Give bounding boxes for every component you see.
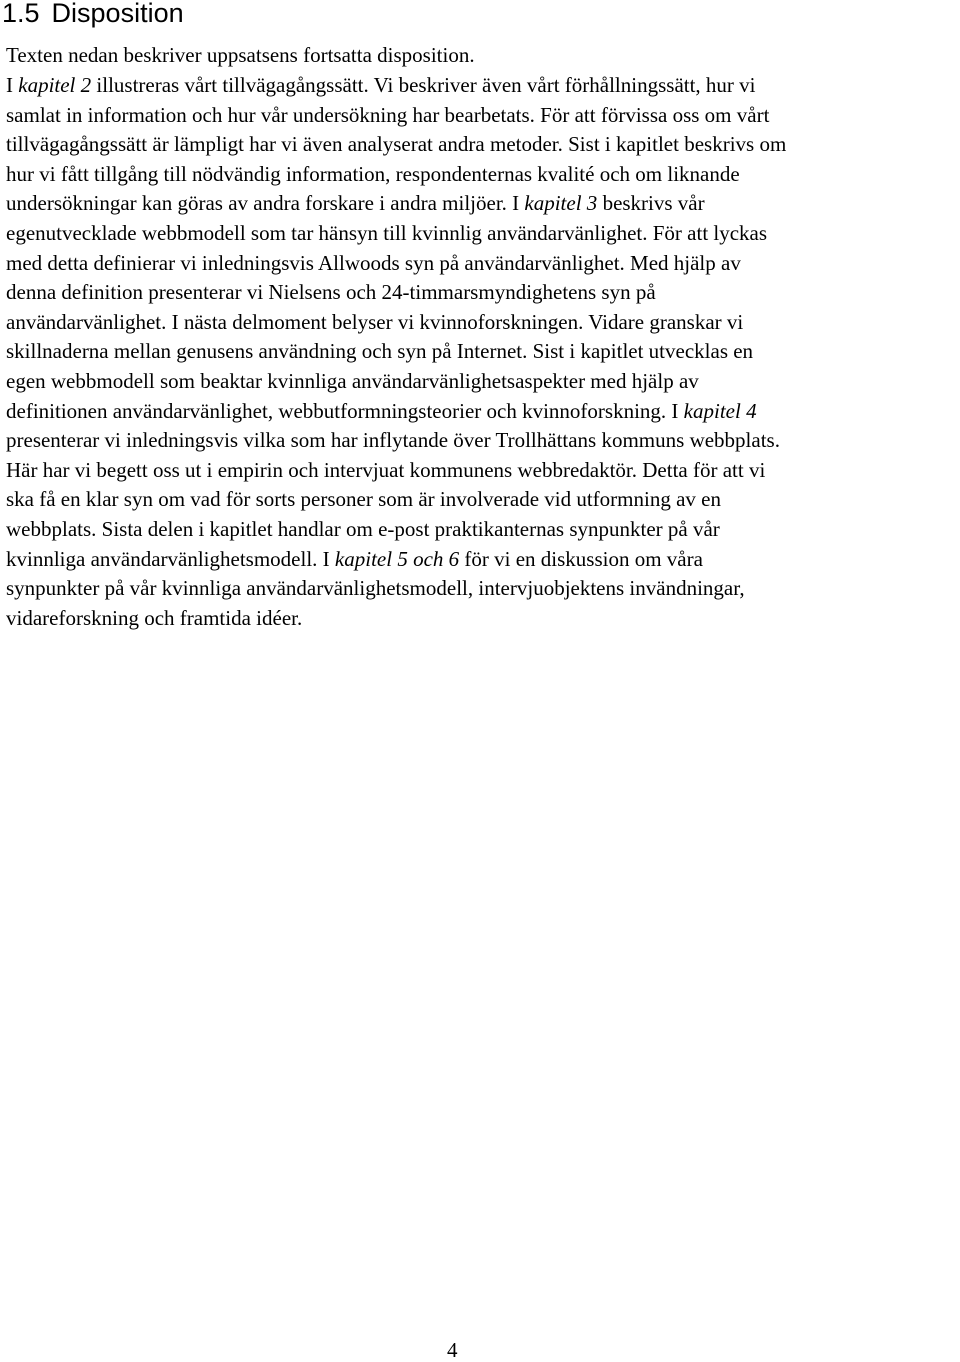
section-heading (2, 0, 184, 30)
body-text-line (6, 397, 956, 427)
body-text-segment: egen webbmodell som beaktar kvinnliga användarvänlighetsaspekter med hjälp av (6, 368, 699, 393)
body-text-line (6, 426, 956, 456)
body-text-line (6, 71, 956, 101)
body-text-line (6, 101, 956, 131)
body-text-line (6, 130, 956, 160)
section-number: 1.5 (2, 0, 40, 28)
chapter-reference: kapitel 2 (18, 73, 92, 97)
body-text-segment: I (6, 73, 19, 97)
body-text-line (6, 515, 956, 545)
body-text-segment: skillnaderna mellan genusens användning och syn på Internet. Sist i kapitlet utvecklas en (6, 339, 754, 364)
body-text-segment: vidareforskning och framtida idéer. (6, 605, 303, 630)
body-text-line (6, 545, 956, 575)
page-number: 4 (447, 1338, 458, 1362)
body-text-line (6, 278, 956, 308)
body-text-line (6, 219, 956, 249)
body-text-segment: kvinnliga användarvänlighetsmodell. I (6, 546, 335, 571)
body-text-segment: synpunkter på vår kvinnliga användarvänlighetsmodell, intervjuobjektens invändningar, (6, 576, 745, 601)
body-text-segment: illustreras vårt tillvägagångssätt. Vi beskriver även vårt förhållningssätt, hur vi (91, 73, 756, 97)
body-text-line (6, 337, 956, 367)
intro-paragraph: Texten nedan beskriver uppsatsens fortsatta disposition. (6, 43, 475, 67)
section-title: Disposition (51, 0, 184, 28)
body-text-line (6, 160, 956, 190)
chapter-reference: kapitel 4 (683, 398, 757, 423)
body-text-segment: samlat in information och hur vår undersökning har bearbetats. För att förvissa oss om vårt (6, 102, 770, 127)
body-text-line (6, 308, 956, 338)
body-text-line (6, 189, 956, 219)
body-text-line (6, 456, 956, 486)
body-text-segment: denna definition presenterar vi Nielsens och 24-timmarsmyndighetens syn på (6, 280, 656, 305)
body-text-segment: hur vi fått tillgång till nödvändig information, respondenternas kvalité och om liknande (6, 161, 740, 186)
body-text-segment: tillvägagångssätt är lämpligt har vi även analyserat andra metoder. Sist i kapitlet beskrivs om (6, 132, 787, 157)
body-text-line (6, 367, 956, 397)
body-text-segment: användarvänlighet. I nästa delmoment belyser vi kvinnoforskningen. Vidare granskar vi (6, 309, 744, 334)
body-paragraph (6, 71, 956, 633)
body-text-segment: undersökningar kan göras av andra forskare i andra miljöer. I (6, 191, 525, 216)
body-text-line (6, 485, 956, 515)
body-text-segment: presenterar vi inledningsvis vilka som har inflytande över Trollhättans kommuns webbplats. (6, 428, 780, 453)
body-text-segment: med detta definierar vi inledningsvis Allwoods syn på användarvänlighet. Med hjälp av (6, 250, 741, 275)
body-text-segment: definitionen användarvänlighet, webbutformningsteorier och kvinnoforskning. I (6, 398, 684, 423)
chapter-reference: kapitel 5 och 6 (334, 546, 460, 571)
body-text-segment: ska få en klar syn om vad för sorts personer som är involverade vid utformning av en (6, 487, 721, 512)
body-text-segment: för vi en diskussion om våra (459, 546, 703, 571)
body-text-segment: beskrivs vår (597, 191, 705, 216)
body-text-line (6, 249, 956, 279)
body-text-segment: webbplats. Sista delen i kapitlet handlar om e-post praktikanternas synpunkter på vår (6, 516, 720, 541)
body-text-segment: Här har vi begett oss ut i empirin och intervjuat kommunens webbredaktör. Detta för att vi (6, 457, 766, 482)
body-text-segment: egenutvecklade webbmodell som tar hänsyn till kvinnlig användarvänlighet. För att lyckas (6, 220, 768, 245)
body-text-line (6, 574, 956, 604)
chapter-reference: kapitel 3 (524, 191, 598, 216)
body-text-line (6, 604, 956, 634)
